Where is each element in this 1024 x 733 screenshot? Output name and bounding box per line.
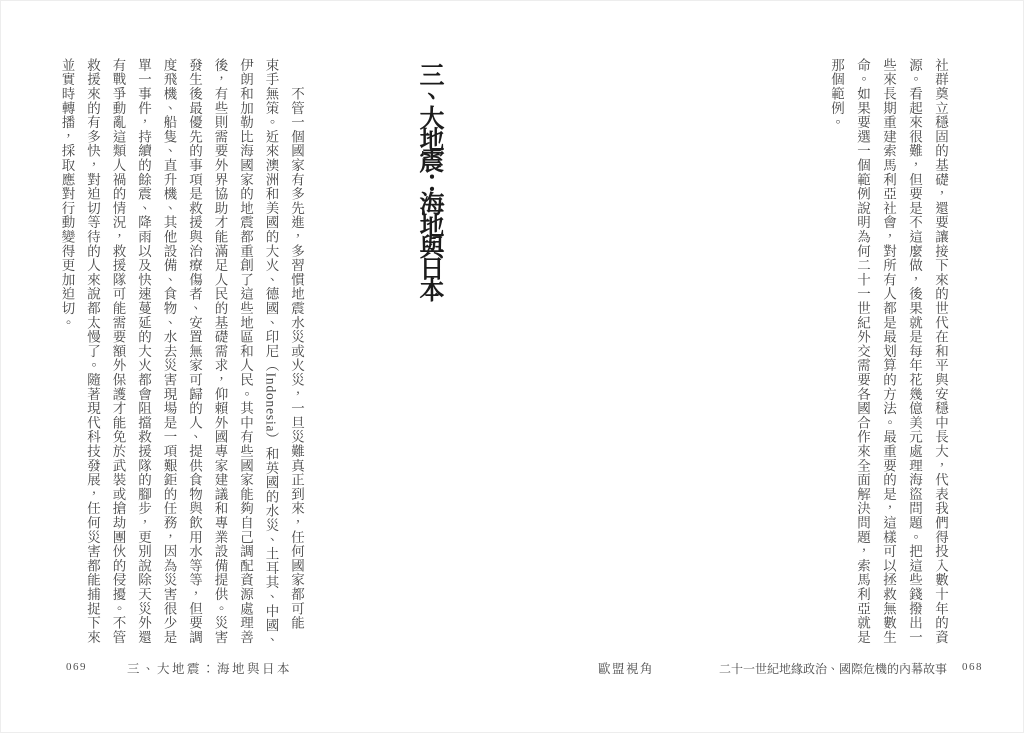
- left-page-body-text: [54, 58, 309, 648]
- text-column: 度飛機、船隻、直升機、其他設備、食物、水去災害現場是一項艱鉅的任務，因為災害很少是: [161, 58, 177, 645]
- chapter-title: 三、大地震：海地與日本: [416, 62, 443, 299]
- text-column: 束手無策。近來澳洲和美國的大火、德國、印尼（Indonesia）和英國的水災、土耳其、中國、: [263, 58, 279, 647]
- footer-page-number-left: 069: [66, 661, 87, 673]
- footer-chapter-label: 三、大地震：海地與日本: [127, 662, 293, 676]
- text-column: 單一事件，持續的餘震、降雨以及快速蔓延的大火都會阻擋救援隊的腳步，更別說除天災外還: [136, 58, 151, 645]
- text-column: 有戰爭動亂這類人禍的情況，救援隊可能需要額外保護才能免於武裝或搶劫團伙的侵擾。不管: [110, 58, 126, 645]
- text-column: 發生後最優先的事項是救援與治療傷者、安置無家可歸的人、提供食物與飲用水等等，但要調: [187, 58, 202, 645]
- text-column: 命。如果要選一個範例說明為何二十一世紀外交需要各國合作來全面解決問題，索馬利亞就是: [855, 58, 870, 645]
- footer-section-label: 歐盟視角: [598, 662, 655, 676]
- text-column: 源。看起來很難，但要是不這麼做，後果就是每年花幾億美元處理海盜問題。把這些錢撥出一: [907, 58, 922, 645]
- text-column: 社群奠立穩固的基礎，還要讓接下來的世代在和平與安穩中長大，代表我們得投入數十年的資: [933, 58, 948, 645]
- text-column: 後，有些則需要外界協助才能滿足人民的基礎需求，仰賴外國專家建議和專業設備提供。災害: [212, 58, 228, 645]
- text-column: 並實時轉播，採取應對行動變得更加迫切。: [59, 58, 75, 330]
- text-column: 那個範例。: [829, 58, 844, 130]
- text-column: 不管一個國家有多先進，多習慣地震水災或火災，一旦災難真正到來，任何國家都可能: [289, 58, 304, 630]
- text-column: 伊朗和加勒比海國家的地震都重創了這些地區和人民。其中有些國家能夠自己調配資源處理善: [238, 58, 253, 645]
- text-column: 些來長期重建索馬利亞社會，對所有人都是最划算的方法。最重要的是，這樣可以拯救無數生: [881, 58, 896, 645]
- text-column: 救援來的有多快，對迫切等待的人來說都太慢了。隨著現代科技發展，任何災害都能捕捉下來: [85, 58, 100, 645]
- footer-page-number-right: 068: [962, 661, 983, 673]
- footer-book-title: 二十一世紀地緣政治、國際危機的內幕故事: [719, 662, 948, 676]
